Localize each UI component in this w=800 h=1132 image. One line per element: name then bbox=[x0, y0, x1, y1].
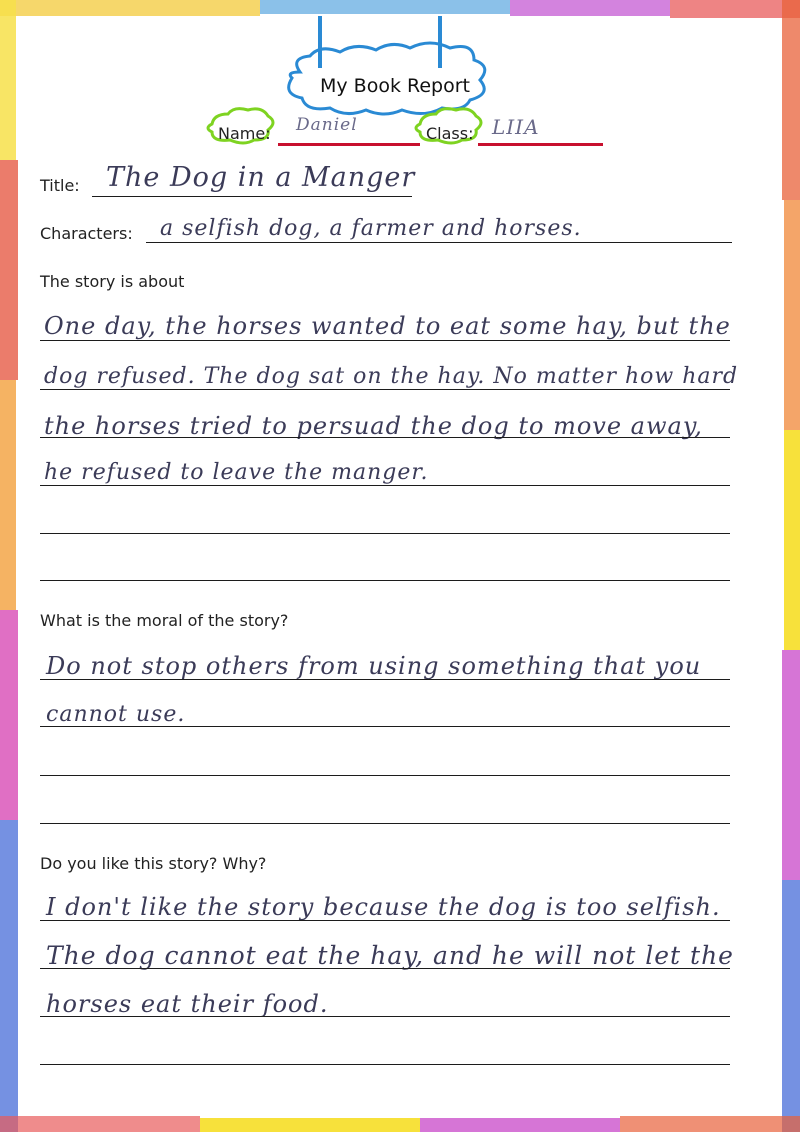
opinion-rule bbox=[40, 1064, 730, 1065]
moral-rule bbox=[40, 823, 730, 824]
opinion-rule bbox=[40, 1016, 730, 1017]
characters-rule bbox=[146, 242, 732, 243]
moral-rule bbox=[40, 775, 730, 776]
story-rule bbox=[40, 437, 730, 438]
story-line: the horses tried to persuad the dog to move away, bbox=[44, 412, 703, 440]
moral-rule bbox=[40, 679, 730, 680]
story-rule bbox=[40, 340, 730, 341]
opinion-line: I don't like the story because the dog is too selfish. bbox=[46, 893, 721, 921]
name-underline bbox=[278, 143, 420, 146]
report-title: My Book Report bbox=[320, 75, 470, 97]
opinion-rule bbox=[40, 968, 730, 969]
opinion-rule bbox=[40, 920, 730, 921]
moral-rule bbox=[40, 726, 730, 727]
class-value: LIIA bbox=[492, 115, 540, 139]
name-label: Name: bbox=[218, 124, 271, 143]
story-rule bbox=[40, 485, 730, 486]
story-rule bbox=[40, 533, 730, 534]
name-value: Daniel bbox=[296, 115, 358, 135]
story-line: he refused to leave the manger. bbox=[44, 460, 429, 485]
title-value: The Dog in a Manger bbox=[106, 162, 416, 193]
class-underline bbox=[478, 143, 603, 146]
opinion-line: The dog cannot eat the hay, and he will not let the bbox=[46, 941, 734, 970]
title-label: Title: bbox=[40, 176, 80, 195]
story-rule bbox=[40, 389, 730, 390]
opinion-prompt: Do you like this story? Why? bbox=[40, 854, 267, 873]
class-label: Class: bbox=[426, 124, 474, 143]
story-rule bbox=[40, 580, 730, 581]
story-line: One day, the horses wanted to eat some hay, but the bbox=[44, 312, 731, 340]
story-prompt: The story is about bbox=[40, 272, 185, 291]
title-rule bbox=[92, 196, 412, 197]
moral-line: cannot use. bbox=[46, 702, 186, 727]
moral-prompt: What is the moral of the story? bbox=[40, 611, 289, 630]
opinion-line: horses eat their food. bbox=[46, 990, 329, 1018]
characters-value: a selfish dog, a farmer and horses. bbox=[160, 216, 582, 241]
story-line: dog refused. The dog sat on the hay. No matter how hard bbox=[44, 364, 739, 389]
characters-label: Characters: bbox=[40, 224, 133, 243]
moral-line: Do not stop others from using something that you bbox=[46, 652, 702, 680]
